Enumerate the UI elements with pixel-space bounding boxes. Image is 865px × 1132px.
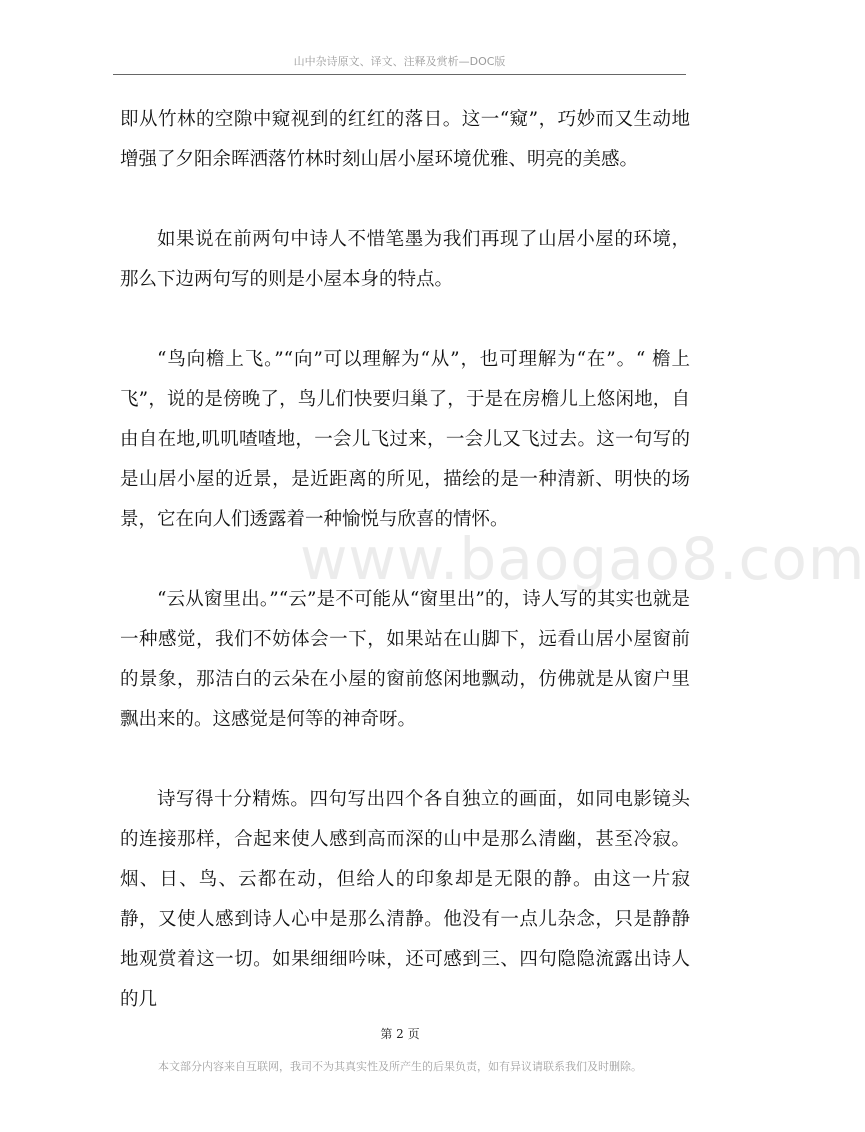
page-header <box>113 52 686 75</box>
paragraph-5: 诗写得十分精炼。四句写出四个各自独立的画面，如同电影镜头的连接那样，合起来使人感到高而深的山中是那么清幽，甚至冷寂。烟、日、鸟、云都在动，但给人的印象却是无限的静。由这一片寂静，又使人感到诗人心中是那么清静。他没有一点儿杂念，只是静静地观赏着这一切。如果细细吟味，还可感到三、四句隐隐流露出诗人的几 <box>120 789 690 1010</box>
page-number: 第 2 页 <box>380 1027 420 1041</box>
footer-disclaimer: 本文部分内容来自互联网，我司不为其真实性及所产生的后果负责，如有异议请联系我们及时删除。 <box>158 1060 642 1073</box>
paragraph-2: 如果说在前两句中诗人不惜笔墨为我们再现了山居小屋的环境，那么下边两句写的则是小屋本身的特点。 <box>120 229 690 290</box>
watermark-text: www.baogao8.com <box>300 525 865 593</box>
document-body <box>120 100 690 1060</box>
paragraph-1: 即从竹林的空隙中窥视到的红红的落日。这一“窥”，巧妙而又生动地增强了夕阳余晖洒落竹林时刻山居小屋环境优雅、明亮的美感。 <box>120 109 690 170</box>
paragraph-4: “云从窗里出。”“云”是不可能从“窗里出”的，诗人写的其实也就是一种感觉，我们不妨体会一下，如果站在山脚下，远看山居小屋窗前的景象，那洁白的云朵在小屋的窗前悠闲地飘动，仿佛就是从窗户里飘出来的。这感觉是何等的神奇呀。 <box>120 589 690 730</box>
header-title: 山中杂诗原文、译文、注释及赏析—DOC版 <box>293 55 506 68</box>
paragraph-3: “鸟向檐上飞。”“向”可以理解为“从”，也可理解为“在”。“ 檐上飞”，说的是傍晚了，鸟儿们快要归巢了，于是在房檐儿上悠闲地，自由自在地,叽叽喳喳地，一会儿飞过来，一会儿又飞过去。这一句写的是山居小屋的近景，是近距离的所见，描绘的是一种清新、明快的场景，它在向人们透露着一种愉悦与欣喜的情怀。 <box>120 349 690 530</box>
